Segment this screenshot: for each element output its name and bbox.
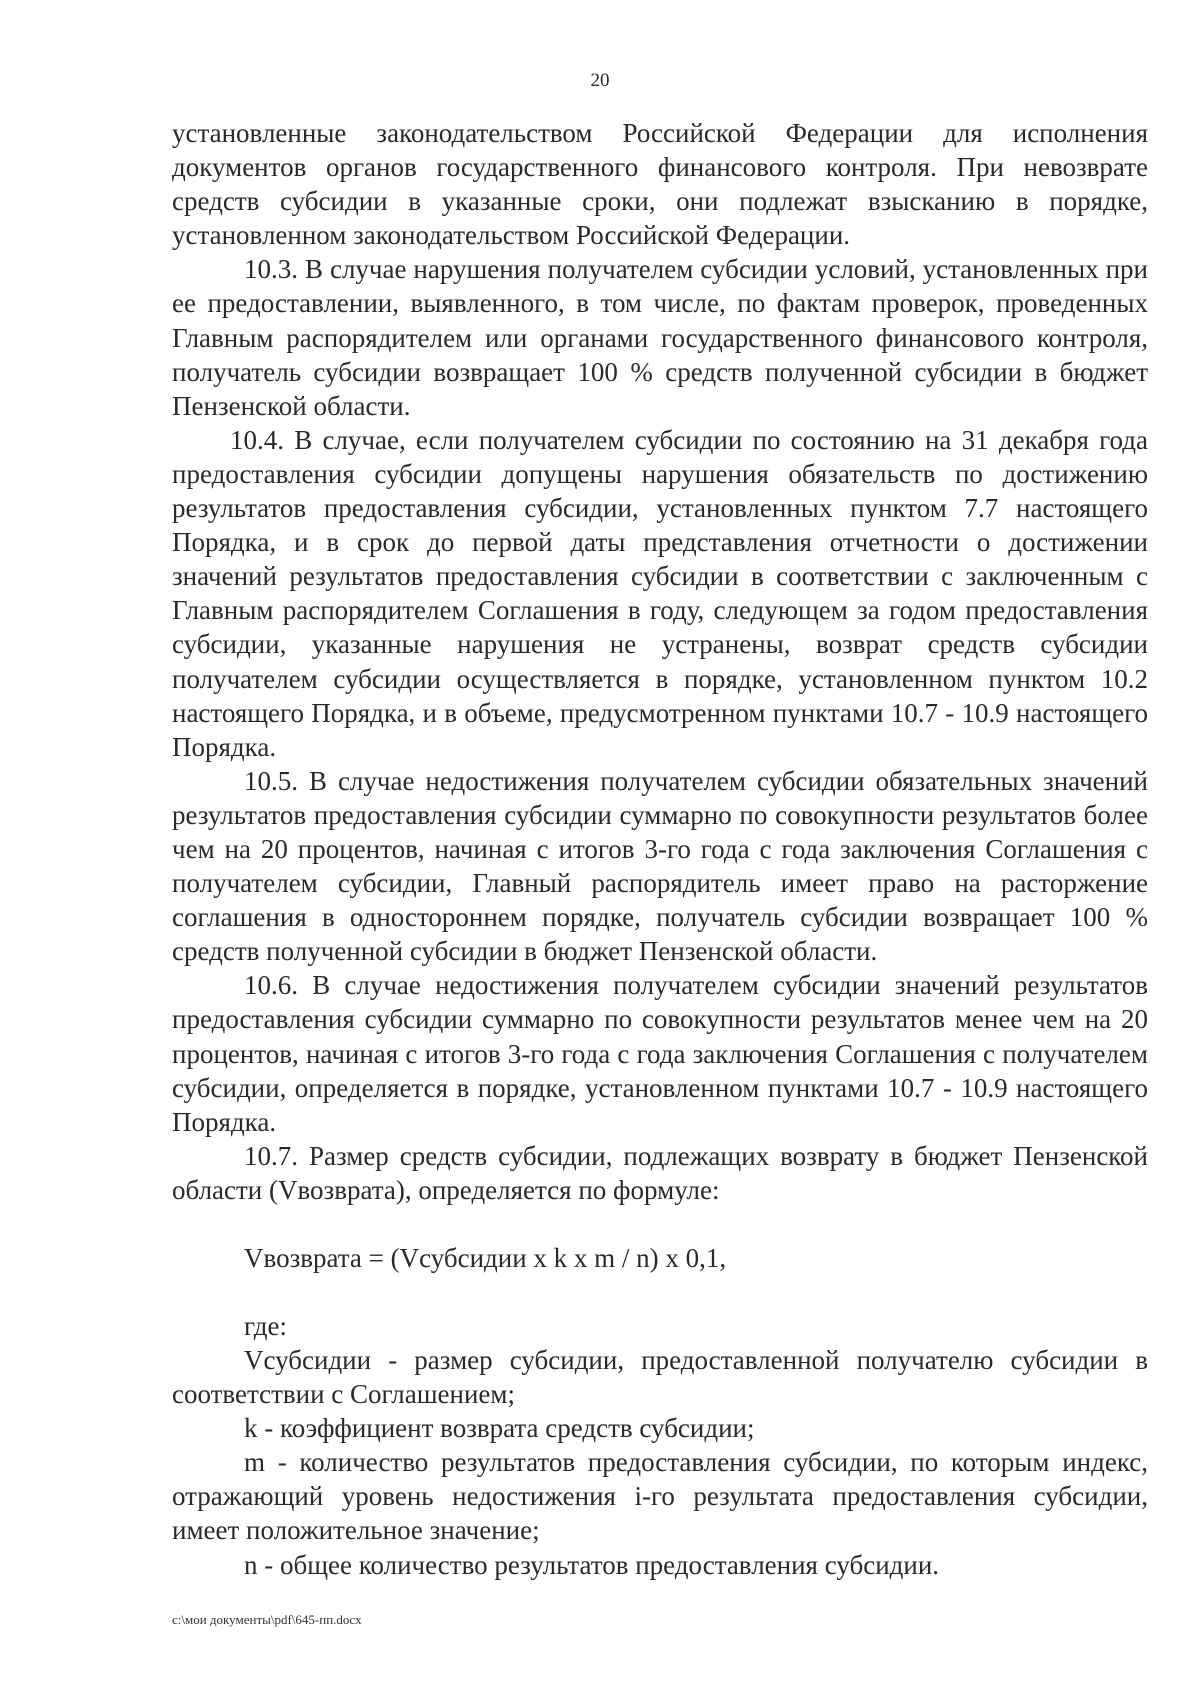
footer-file-path: c:\мои документы\pdf\645-пп.docx: [172, 1612, 362, 1627]
paragraph-10-6: 10.6. В случае недостижения получателем субсидии значений результатов предоставления субсидии суммарно по совокупности результатов менее чем на 20 процентов, начиная с итогов 3-го года с года заключения Соглашения с получателем субсидии, определяется в порядке, установленном пунктами 10.7 - 10.9 настоящего Порядка.: [172, 970, 1148, 1137]
definition-k: k - коэффициент возврата средств субсидии;: [244, 1413, 755, 1444]
paragraph-10-5: 10.5. В случае недостижения получателем субсидии обязательных значений результатов предоставления субсидии суммарно по совокупности результатов более чем на 20 процентов, начиная с итогов 3-го года с года заключения Соглашения с получателем субсидии, Главный распорядитель имеет право на расторжение соглашения в одностороннем порядке, получатель субсидии возвращает 100 % средств полученной субсидии в бюджет Пензенской области.: [172, 765, 1148, 967]
blank-line: [172, 1207, 1148, 1241]
paragraph-10-3: 10.3. В случае нарушения получателем субсидии условий, установленных при ее предоставлении, выявленного, в том числе, по фактам проверок, проведенных Главным распорядителем или органами государственного финансового контроля, получатель субсидии возвращает 100 % средств полученной субсидии в бюджет Пензенской области.: [172, 254, 1148, 421]
paragraph-10-4: 10.4. В случае, если получателем субсидии по состоянию на 31 декабря года предоставления субсидии допущены нарушения обязательств по достижению результатов предоставления субсидии, установленных пунктом 7.7 настоящего Порядка, и в срок до первой даты представления отчетности о достижении значений результатов предоставления субсидии в соответствии с заключенным с Главным распорядителем Соглашения в году, следующем за годом предоставления субсидии, указанные нарушения не устранены, возврат средств субсидии получателем субсидии осуществляется в порядке, установленном пунктом 10.2 настоящего Порядка, и в объеме, предусмотренном пунктами 10.7 - 10.9 настоящего Порядка.: [172, 424, 1148, 762]
definition-n: n - общее количество результатов предоставления субсидии.: [244, 1549, 940, 1580]
definition-m: m - количество результатов предоставления субсидии, по которым индекс, отражающий уровень недостижения i-го результата предоставления субсидии, имеет положительное значение;: [172, 1447, 1148, 1546]
where-label: где:: [244, 1311, 287, 1341]
document-body: [172, 116, 1148, 1582]
page-number: 20: [590, 70, 610, 91]
blank-line: [172, 1275, 1148, 1309]
paragraph-continuation: установленные законодательством Российской Федерации для исполнения документов органов государственного финансового контроля. При невозврате средств субсидии в указанные сроки, они подлежат взысканию в порядке, установленном законодательством Российской Федерации.: [172, 118, 1148, 251]
definition-v-subsidy: Vсубсидии - размер субсидии, предоставленной получателю субсидии в соответствии с Соглашением;: [172, 1345, 1148, 1410]
paragraph-10-7: 10.7. Размер средств субсидии, подлежащих возврату в бюджет Пензенской области (Vвозврата), определяется по формуле:: [172, 1140, 1148, 1205]
formula: Vвозврата = (Vсубсидии x k x m / n) x 0,1,: [244, 1243, 727, 1273]
